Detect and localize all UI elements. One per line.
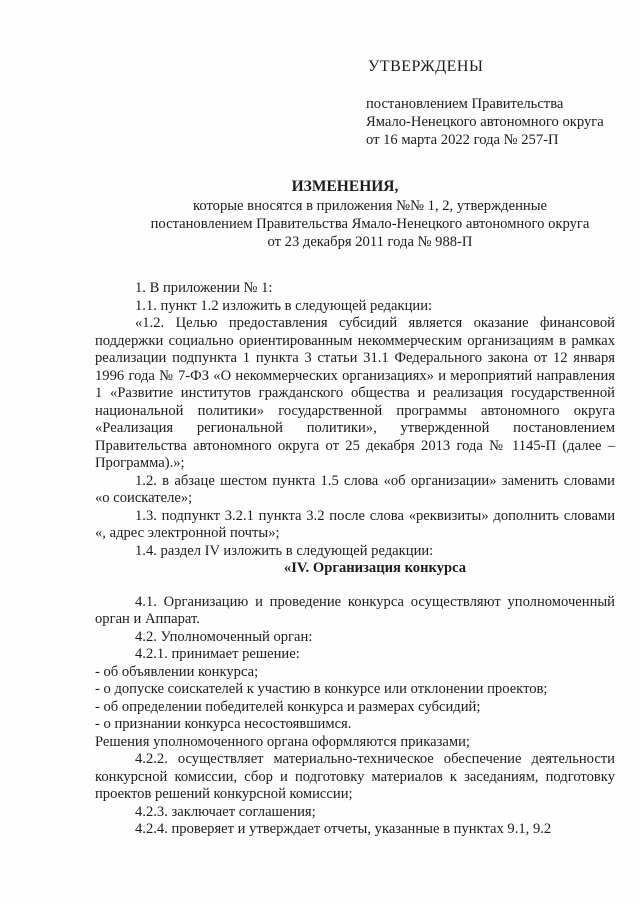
section-heading: «IV. Организация конкурса [283,560,467,576]
subtitle-line: от 23 декабря 2011 года № 988-П [267,234,473,250]
approved-heading: УТВЕРЖДЕНЫ [368,58,484,75]
paragraph-4-2-3: 4.2.3. заключает соглашения; [135,803,316,820]
paragraph-1-2: 1.2. в абзаце шестом пункта 1.5 слова «об организации» заменить словами «о соискателе»; [95,472,615,506]
document-subtitle [130,197,610,251]
approval-line: Ямало-Ненецкого автономного округа [366,114,604,130]
paragraph-1-3: 1.3. подпункт 3.2.1 пункта 3.2 после слова «реквизиты» дополнить словами «, адрес электронной почты»; [95,507,615,541]
approval-details [366,95,604,149]
paragraph-4-2: 4.2. Уполномоченный орган: [135,628,313,645]
list-item: - об определении победителей конкурса и размерах субсидий; [95,698,481,715]
paragraph-1: 1. В приложении № 1: [135,280,273,296]
list-item: - о признании конкурса несостоявшимся. [95,716,352,732]
paragraph-4-1: 4.1. Организацию и проведение конкурса осуществляют уполномоченный орган и Аппарат. [95,593,615,627]
document-body [95,280,615,839]
decisions-paragraph: Решения уполномоченного органа оформляются приказами; [95,733,470,750]
list-item: - об объявлении конкурса; [95,663,259,680]
subtitle-line: которые вносятся в приложения №№ 1, 2, утвержденные [193,198,547,214]
subtitle-line: постановлением Правительства Ямало-Ненецкого автономного округа [150,216,590,232]
approval-line: от 16 марта 2022 года № 257-П [366,132,559,148]
list-item: - о допуске соискателей к участию в конкурсе или отклонении проектов; [95,681,548,697]
paragraph-1-2-quote: «1.2. Целью предоставления субсидий является оказание финансовой поддержки социально ориентированным некоммерческим организациям в рамках реализации подпункта 1 пункта 3 статьи 31.1 Федерального закона от 12 января 1996 года № 7-ФЗ «О некоммерческих организациях» и мероприятий направления 1 «Развитие институтов гражданского общества и реализация государственной национальной политики» государственной программы автономного округа «Реализация региональной политики», утвержденной постановлением Правительства автономного округа от 25 декабря 2013 года № 1145-П (далее – Программа).»; [95,315,615,471]
paragraph-4-2-2: 4.2.2. осуществляет материально-техническое обеспечение деятельности конкурсной комиссии, сбор и подготовку материалов к заседаниям, подготовку проектов решений конкурсной комиссии; [95,751,615,802]
paragraph-1-1: 1.1. пункт 1.2 изложить в следующей редакции: [135,297,433,314]
paragraph-4-2-4: 4.2.4. проверяет и утверждает отчеты, указанные в пунктах 9.1, 9.2 [135,821,552,837]
document-title: ИЗМЕНЕНИЯ, [291,178,399,195]
approval-line: постановлением Правительства [366,96,564,112]
paragraph-1-4: 1.4. раздел IV изложить в следующей редакции: [135,542,434,559]
paragraph-4-2-1: 4.2.1. принимает решение: [135,646,300,662]
